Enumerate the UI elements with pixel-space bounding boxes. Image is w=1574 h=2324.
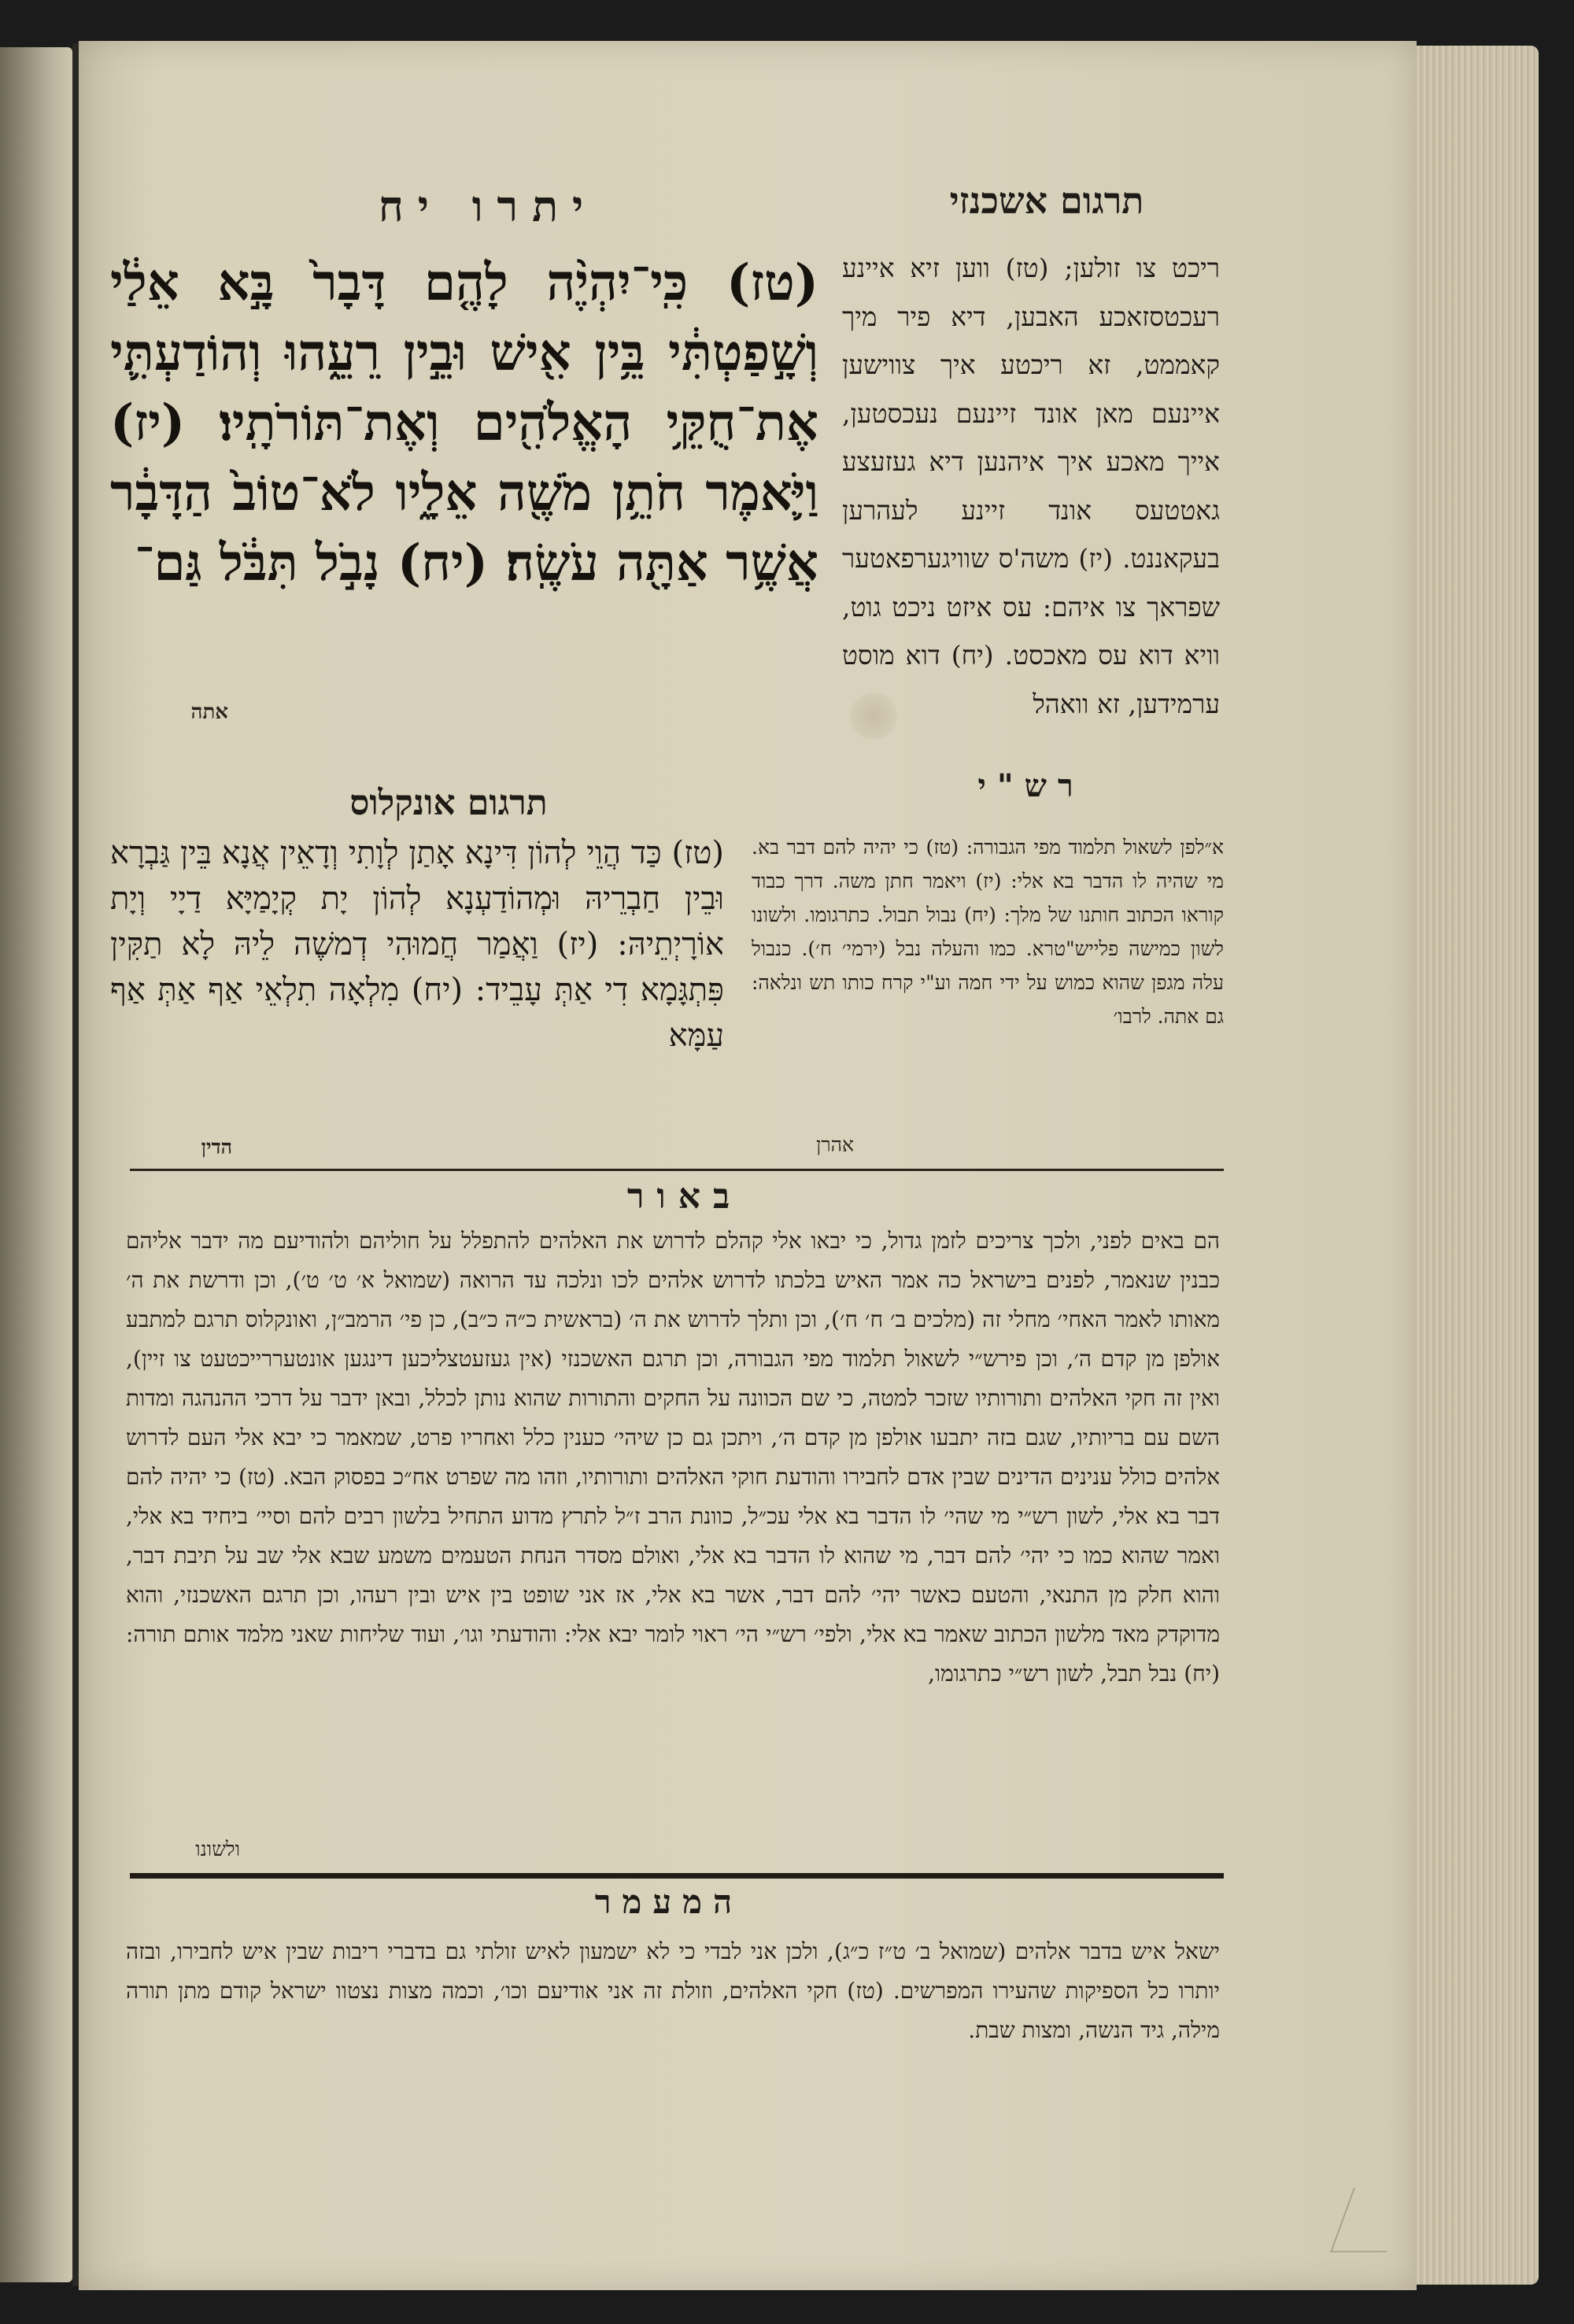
onkelos-heading: תרגום אונקלוס [349,783,548,823]
yiddish-translation-block: ריכט צו זולען; (טז) ווען זיא איינע רעכטסזאכע האבען, דיא פיר מיך קאממט, זא ריכטע איך צווישען איינעם מאן אונד זיינעם נעכסטען, אייך מאכע איך איהנען דיא געזעצע גאטטעס אונד זיינע לעהרען בעקאננט. (יז) משה'ס שוויגערפאטער שפראך צו איהם: עס איזט ניכט גוט, וויא דוא עס מאכסט. (יח) דוא מוסט ערמידען, זא וואהל [842,253,1220,719]
rashi-catchword: אהרן [815,1133,854,1156]
biur-catchword: ולשונו [195,1838,240,1860]
rashi-commentary-block: א״לפן לשאול תלמוד מפי הגבורה: (טז) כי יהיה להם דבר בא. מי שהיה לו הדבר בא אלי: (יז) ויאמר חתן משה. דרך כבוד קוראו הכתוב חותנו של מלך: (יח) נבול תבול. כתרגומו. ולשונו לשון כמישה פלייש"טרא. כמו והעלה נבל (ירמי׳ ח׳). כנבול עלה מגפן שהוא כמוש על ידי חמה וע"י קרח כותו תש ונלאה: גם אתה. לרבו׳ [752,836,1224,1028]
torah-catchword: אתה [190,700,228,724]
page-stack-edge [1417,46,1539,2285]
section-divider [130,1169,1224,1171]
parasha-heading: יתרו יח [378,181,598,231]
targum-ashkenazi-heading: תרגום אשכנזי [949,179,1144,222]
biur-commentary-block: הם באים לפני, ולכך צריכים לזמן גדול, כי יבאו אלי קהלם לדרוש את האלהים להתפלל על חוליהם ולהודיעם מה ידבר אליהם כבנין שנאמר, לפנים בישראל כה אמר האיש בלכתו לדרוש אלהים לכו ונלכה עד הרואה (שמואל א׳ ט׳ ט׳), וכן ודרשת את ה׳ מאותו לאמר האחי׳ מחלי זה (מלכים ב׳ ח׳ ח׳), וכן ותלך לדרוש את ה׳ (בראשית כ״ה כ״ב), כן פי׳ הרמב״ן, ואונקלוס תרגם למתבע אולפן מן קדם ה׳, וכן פירש״י לשאול תלמוד מפי הגבורה, וכן תרגם האשכנזי (אין געזעטצליכען דינגען אונטעררייכטעט צו זיין), ואין זה חקי האלהים ותורותיו שזכר למטה, כי שם הכוונה על החקים והתורות שהוא נותן לכלל, ובאן ידבר על דרכי ההנהגה ומדות השם עם בריותיו, שגם בזה יתבעו אולפן מן קדם ה׳, ויתכן גם כן שיהי׳ כענין כלל ואחריו פרט, שמאמר כי יבא אלי העם לדרוש אלהים כולל ענינים הדינים שבין אדם לחבירו והודעת חוקי האלהים ותורותיו, וזהו מה שפרט אח״כ בפסוק הבא. (טז) כי יהיה להם דבר בא אלי, לשון רש״י מי שהי׳ לו הדבר בא אלי עכ״ל, כוונת הרב ז״ל לתרץ מדוע התחיל בלשון רבים להם וסיי׳ ביחיד בא אלי, ואמר שהוא כמו כי יהי׳ להם דבר, מי שהוא לו הדבר בא אלי, ואולם מסדר הנחת הטעמים משמע שבא אלי שב על תיבת דבר, והוא חלק מן התנאי, והטעם כאשר יהי׳ להם דבר, אשר בא אלי, אז אני שופט בין איש ובין רעהו, וכן תרגם האשכנזי, והוא מדוקדק מאד מלשון הכתוב שאמר בא אלי, ולפי׳ רש״י הי׳ ראוי לומר יבא אלי: והודעתי וגו׳, ועוד שליחות שאני מלמד אותם תורה: (יח) נבל תבל, לשון רש״י כתרגומו, [126,1228,1221,1687]
previous-page-edge [0,47,72,2282]
biur-heading: באור [626,1177,743,1217]
torah-text-block: (טז) כִּֽי־יִהְיֶ֨ה לָהֶ֤ם דָּבָר֙ בָּ֣א אֵלַ֔י וְשָׁ֣פַטְתִּ֔י בֵּ֥ין אִ֖ישׁ וּבֵ֣ין רֵעֵ֑הוּ וְהוֹדַעְתִּ֛י אֶת־חֻקֵּ֥י הָאֱלֹהִ֖ים וְאֶת־תּוֹרֹתָֽיו׃ (יז) וַיֹּ֛אמֶר חֹתֵ֥ן מֹשֶׁ֖ה אֵלָ֑יו לֹא־טוֹב֙ הַדָּבָ֔ר אֲשֶׁ֥ר אַתָּ֖ה עֹשֶֽׂה׃ (יח) נָבֹ֣ל תִּבֹּ֔ל גַּם־ [110,253,818,593]
hameassef-commentary-block: ישאל איש בדבר אלהים (שמואל ב׳ ט״ז כ״ג), ולכן אני לבדי כי לא ישמעון לאיש זולתי גם בדברי ריבות שבין איש לחבירו, ובזה יותרו כל הספיקות שהעירו המפרשים. (טז) חקי האלהים, וזולת זה אני אודיעם וכו׳, וכמה מצות נצטוו ישראל קודם מתן תורה מילה, גיד הנשה, ומצות שבת. [126,1938,1220,2043]
rashi-heading: רש"י [977,767,1084,804]
onkelos-text-block: (טז) כַּד הֲוֵי לְהוֹן דִּינָא אָתַן לְוָתִי וְדָאֵין אֲנָא בֵּין גַּבְרָא וּבֵין חַבְרֵיהּ וּמְהוֹדַעְנָא לְהוֹן יָת קְיָמַיָּא דַיָי וְיָת אוֹרָיְתֵיהּ: (יז) וַאֲמַר חֲמוּהִי דְמשֶׁה לֵיהּ לָא תַקִּין פִּתְגָּמָא דִי אַתְּ עָבֵיד: (יח) מִלְאָה תִלְאֵי אַף אַתְּ אַף עַמָּא [110,835,724,1054]
hameassef-heading: המעמר [594,1882,744,1921]
thick-section-divider [130,1873,1224,1879]
onkelos-catchword: הדין [201,1136,232,1158]
